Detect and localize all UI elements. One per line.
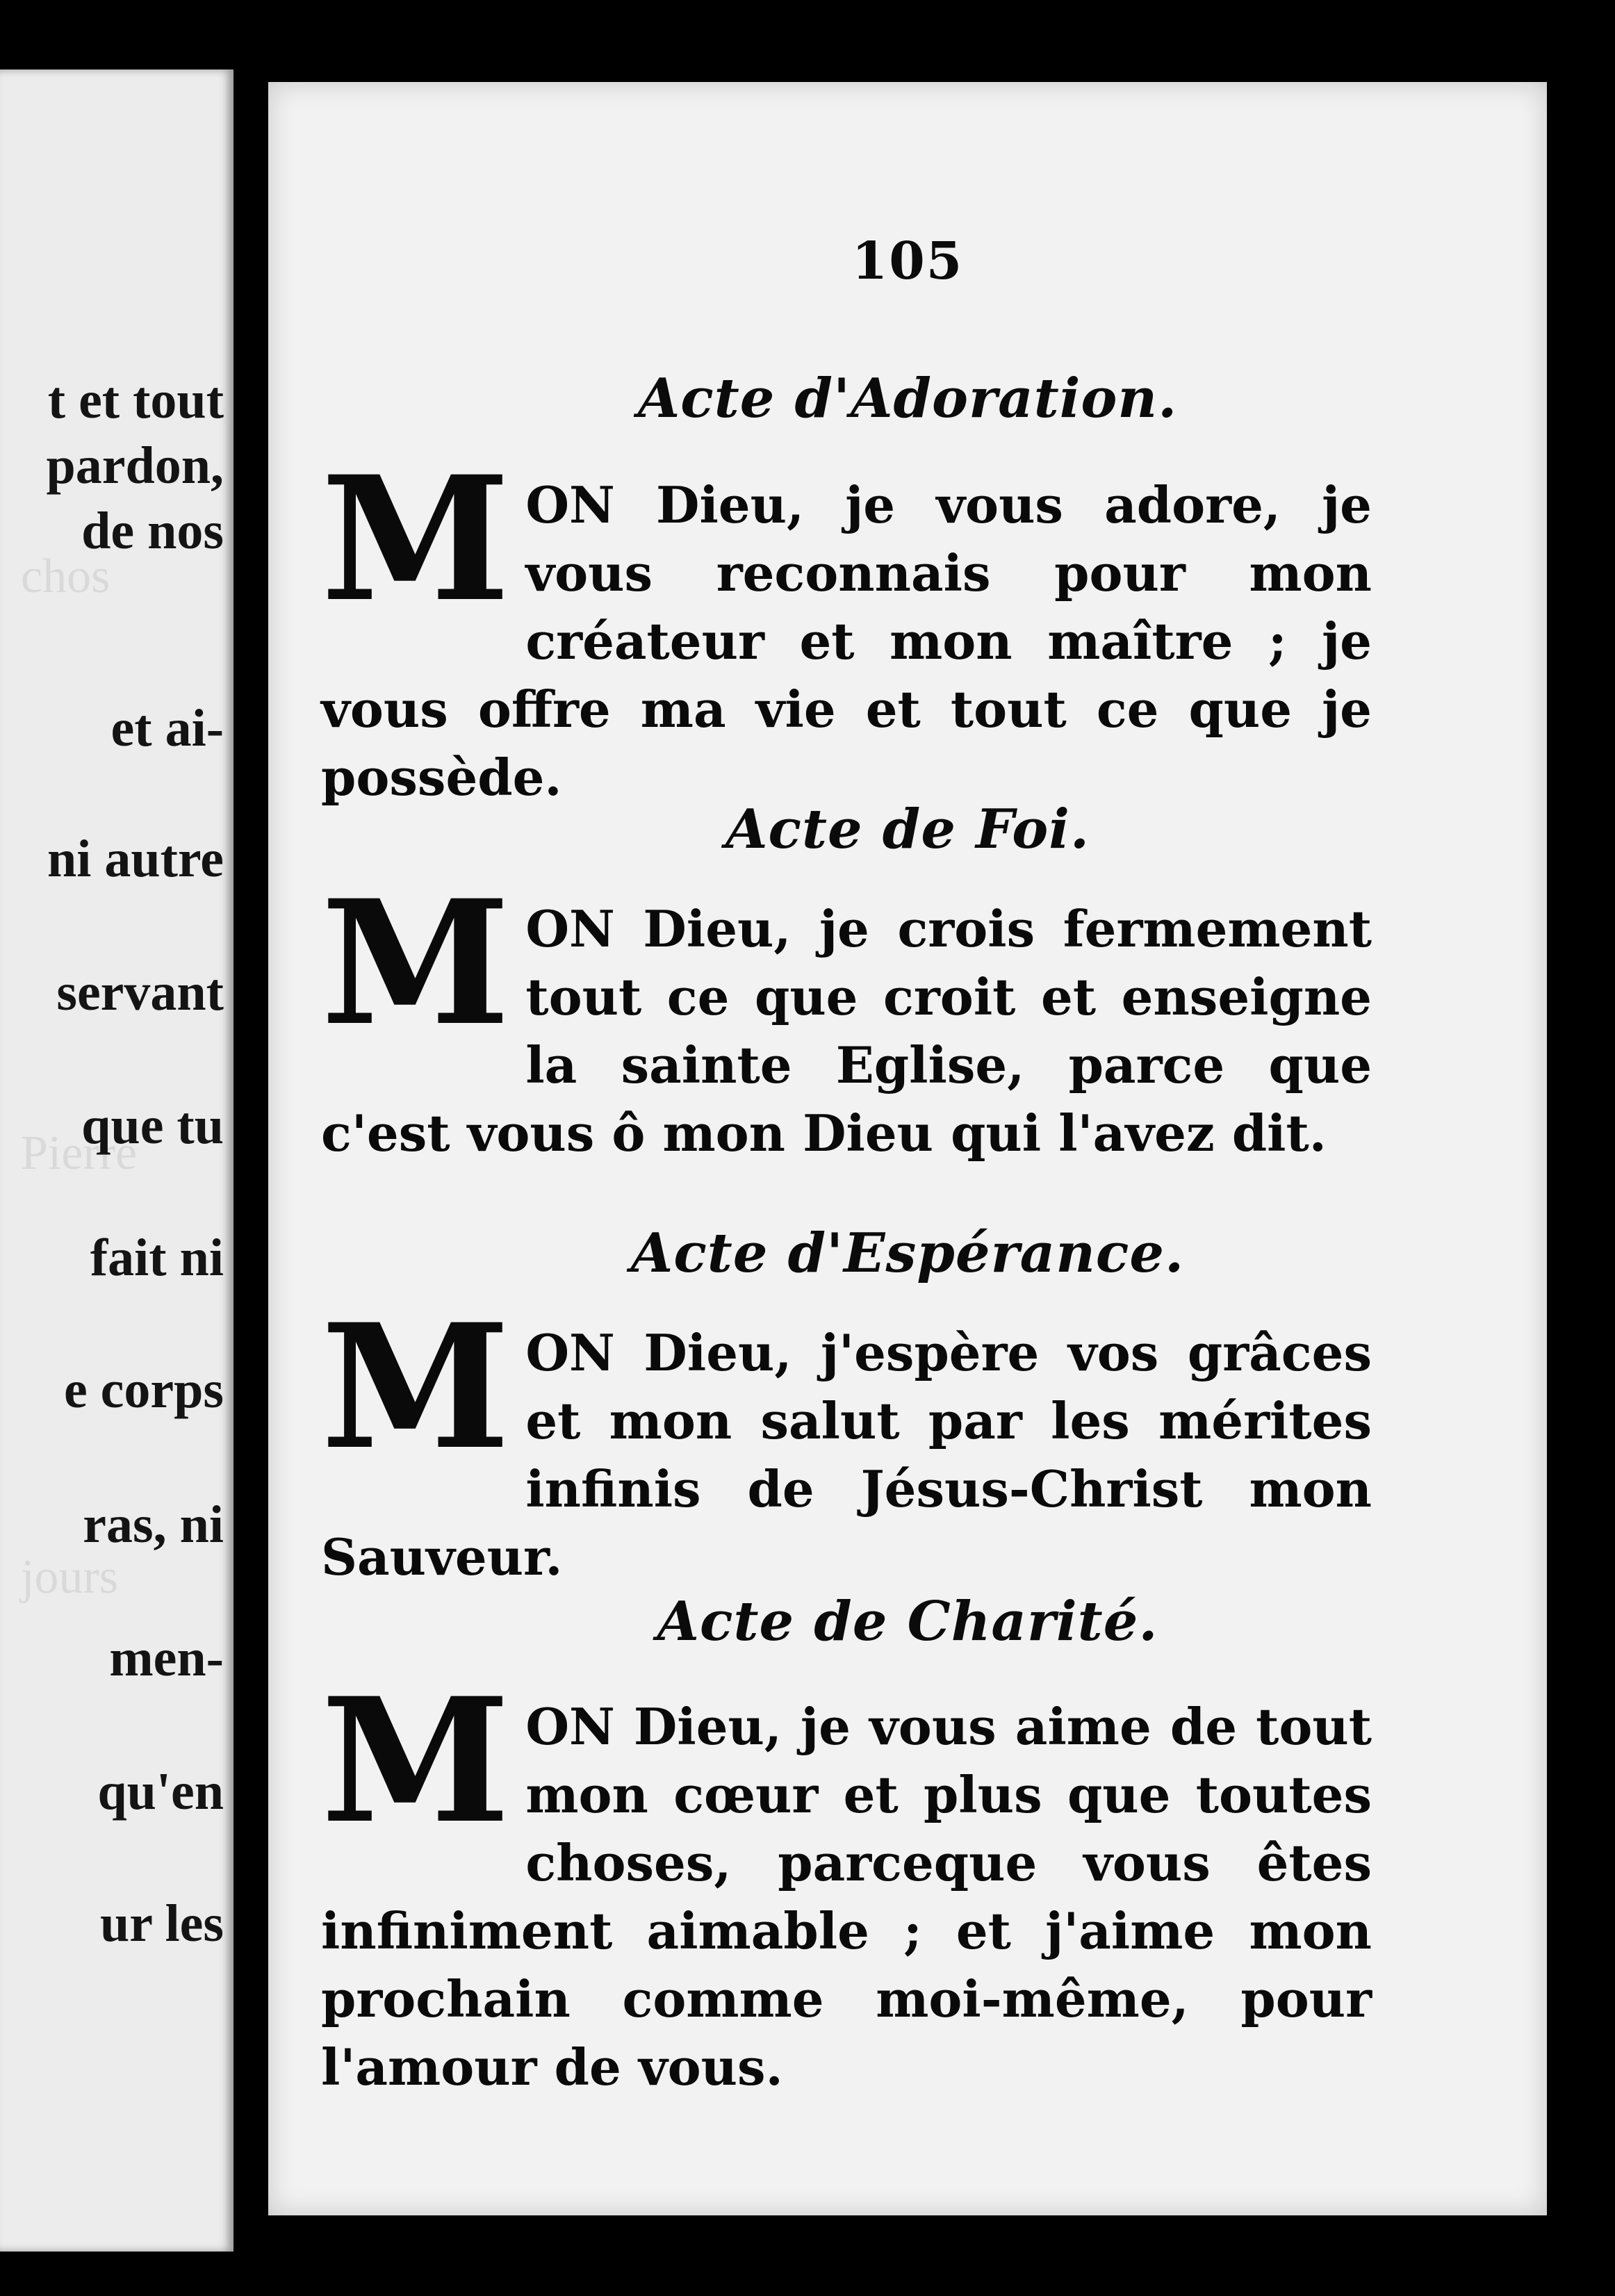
scan-border-top	[0, 0, 1615, 67]
left-page-line: pardon,	[46, 436, 224, 495]
bleed-through: Pierre	[21, 1126, 138, 1180]
paragraph-text: ON Dieu, je crois fermement tout ce que croit et enseigne la sainte Eglise, parce que c'est vous ô mon Dieu qui l'avez dit.	[321, 899, 1372, 1163]
section-paragraph	[321, 439, 1372, 812]
paragraph-text: ON Dieu, je vous aime de tout mon cœur et plus que toutes choses, parceque vous êtes infiniment aimable ; et j'aime mon prochain comme moi-même, pour l'amour de vous.	[321, 1697, 1372, 2097]
drop-cap: M	[321, 1287, 509, 1488]
left-page-line: que tu	[81, 1097, 224, 1155]
left-page-line: e corps	[63, 1361, 224, 1419]
left-page-line: servant	[56, 963, 224, 1022]
section-heading: Acte d'Espérance.	[630, 1222, 1185, 1285]
paragraph-text: ON Dieu, j'espère vos grâces et mon salut par les mérites infinis de Jésus-Christ mon Sauveur.	[321, 1323, 1372, 1586]
drop-cap: M	[321, 439, 509, 640]
bleed-through: chos	[21, 550, 110, 603]
section-paragraph	[321, 1287, 1372, 1591]
section-paragraph	[321, 1661, 1372, 2101]
drop-cap: M	[321, 1661, 509, 1862]
left-page-line: de nos	[81, 502, 224, 560]
section-heading: Acte d'Adoration.	[637, 367, 1178, 430]
left-page-line: t et tout	[47, 371, 224, 429]
section-heading: Acte de Charité.	[657, 1590, 1158, 1653]
left-page	[0, 69, 233, 2252]
left-page-line: et ai-	[110, 699, 224, 757]
left-page-line: fait ni	[90, 1229, 224, 1287]
paragraph-text: ON Dieu, je vous adore, je vous reconnais pour mon créateur et mon maître ; je vous offre ma vie et tout ce que je possède.	[321, 475, 1372, 807]
right-page	[268, 82, 1547, 2215]
section-paragraph	[321, 863, 1372, 1167]
left-page-line: ur les	[99, 1894, 224, 1953]
left-page-line: qu'en	[97, 1762, 224, 1821]
page-number: 105	[851, 231, 964, 291]
section-heading: Acte de Foi.	[725, 798, 1090, 861]
scan-border-bottom	[0, 2252, 1615, 2296]
left-page-line: men-	[109, 1629, 224, 1687]
book-gutter	[233, 67, 268, 2296]
drop-cap: M	[321, 863, 509, 1064]
left-page-line: ni autre	[47, 830, 224, 888]
left-page-line: ras, ni	[83, 1495, 224, 1554]
bleed-through: jours	[21, 1550, 118, 1604]
scan-border-right	[1547, 76, 1615, 2296]
